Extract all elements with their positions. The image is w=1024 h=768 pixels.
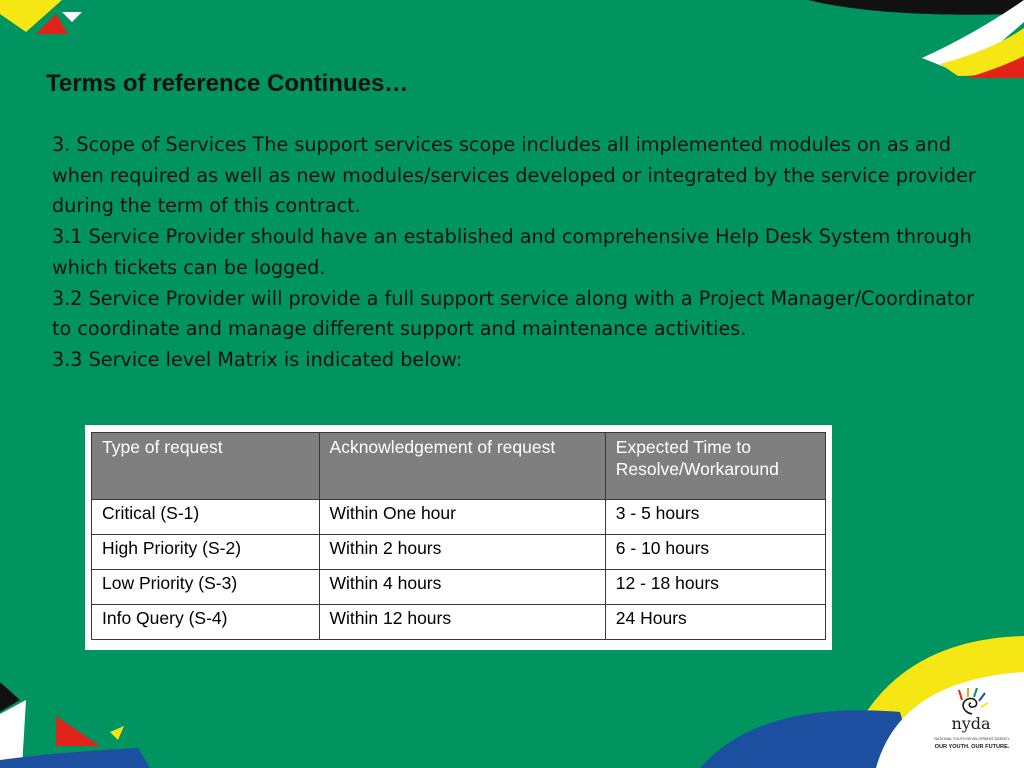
table-cell: Info Query (S-4): [92, 605, 320, 640]
yellow-small-triangle-shape: [110, 726, 124, 740]
table-row: [92, 535, 826, 570]
table-cell: Within 4 hours: [319, 570, 605, 605]
table-cell: Within One hour: [319, 500, 605, 535]
table-cell: Critical (S-1): [92, 500, 320, 535]
red-corner-triangle-shape: [56, 716, 100, 746]
logo-tagline: OUR YOUTH. OUR FUTURE.: [934, 744, 1010, 750]
table-cell: Within 12 hours: [319, 605, 605, 640]
table-row: [92, 570, 826, 605]
scope-of-services-text: [52, 130, 982, 376]
header-type-of-request: Type of request: [92, 433, 320, 500]
white-triangle-shape: [62, 12, 82, 22]
table-cell: 6 - 10 hours: [605, 535, 825, 570]
table-cell: 3 - 5 hours: [605, 500, 825, 535]
scope-paragraph-3: 3. Scope of Services The support services scope includes all implemented modules on as and when required as well as new modules/services developed or integrated by the service provider during the term of this contract.: [52, 133, 976, 218]
service-level-table: [91, 432, 826, 640]
header-acknowledgement: Acknowledgement of request: [319, 433, 605, 500]
scope-paragraph-3-1: 3.1 Service Provider should have an established and comprehensive Help Desk System through which tickets can be logged.: [52, 225, 972, 279]
table-cell: High Priority (S-2): [92, 535, 320, 570]
logo-wordmark: nyda: [951, 714, 991, 733]
table-row: [92, 605, 826, 640]
logo-agency-name: NATIONAL YOUTH DEVELOPMENT AGENCY: [934, 737, 1010, 741]
table-cell: Low Priority (S-3): [92, 570, 320, 605]
table-cell: Within 2 hours: [319, 535, 605, 570]
table-cell: 12 - 18 hours: [605, 570, 825, 605]
nyda-logo: [924, 688, 1020, 758]
slide-title: Terms of reference Continues…: [46, 70, 409, 97]
scope-paragraph-3-2: 3.2 Service Provider will provide a full support service along with a Project Manager/Coordinator to coordinate and manage different support and maintenance activities.: [52, 286, 975, 341]
table-cell: 24 Hours: [605, 605, 825, 640]
table-row: [92, 500, 826, 535]
scope-paragraph-3-3: 3.3 Service level Matrix is indicated below:: [52, 347, 463, 371]
table-header-row: [92, 433, 826, 500]
black-swoosh-shape: [808, 0, 1024, 15]
service-level-matrix: [85, 425, 832, 650]
header-expected-time: Expected Time to Resolve/Workaround: [605, 433, 825, 500]
